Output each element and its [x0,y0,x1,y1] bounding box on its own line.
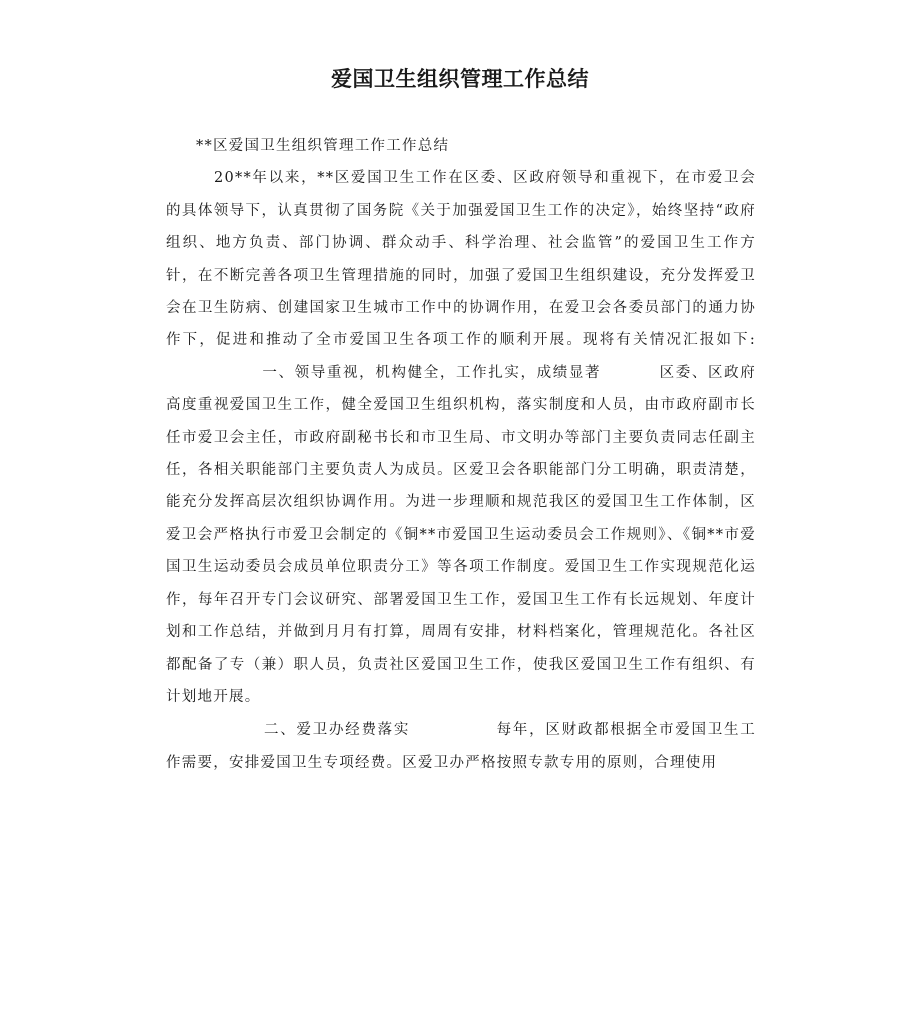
section2-body: 每年，区财政都根据全市爱国卫生工作需要，安排爱国卫生专项经费。区爱卫办严格按照专款专用的原则，合理使用 [166,722,757,771]
document-subtitle: **区爱国卫生组织管理工作工作总结 [196,138,450,154]
intro-text: 20**年以来，**区爱国卫生工作在区委、区政府领导和重视下，在市爱卫会的具体领导下，认真贯彻了国务院《关于加强爱国卫生工作的决定》，始终坚持“政府组织、地方负责、部门协调、群众动手、科学治理、社会监管”的爱国卫生工作方针，在不断完善各项卫生管理措施的同时，加强了爱国卫生组织建设，充分发挥爱卫会在卫生防病、创建国家卫生城市工作中的协调作用，在爱卫会各委员部门的通力协作下，促进和推动了全市爱国卫生各项工作的顺利开展。现将有关情况汇报如下: [166,170,756,349]
paragraph-section2 [166,714,756,779]
document-body [166,130,756,779]
section1-body: 区委、区政府高度重视爱国卫生工作，健全爱国卫生组织机构，落实制度和人员，由市政府副市长任市爱卫会主任，市政府副秘书长和市卫生局、市文明办等部门主要负责同志任副主任，各相关职能部门主要负责人为成员。区爱卫会各职能部门分工明确，职责清楚，能充分发挥高层次组织协调作用。为进一步理顺和规范我区的爱国卫生工作体制，区爱卫会严格执行市爱卫会制定的《铜**市爱国卫生运动委员会工作规则》、《铜**市爱国卫生运动委员会成员单位职责分工》等各项工作制度。爱国卫生工作实现规范化运作，每年召开专门会议研究、部署爱国卫生工作，爱国卫生工作有长远规划、年度计划和工作总结，并做到月月有打算，周周有安排，材料档案化，管理规范化。各社区都配备了专（兼）职人员，负责社区爱国卫生工作，使我区爱国卫生工作有组织、有计划地开展。 [166,364,757,705]
section2-heading: 二、爱卫办经费落实 [264,722,411,739]
document-title: 爱国卫生组织管理工作总结 [331,67,589,91]
section1-heading: 一、领导重视，机构健全，工作扎实，成绩显著 [262,364,602,381]
paragraph-intro [166,162,756,713]
